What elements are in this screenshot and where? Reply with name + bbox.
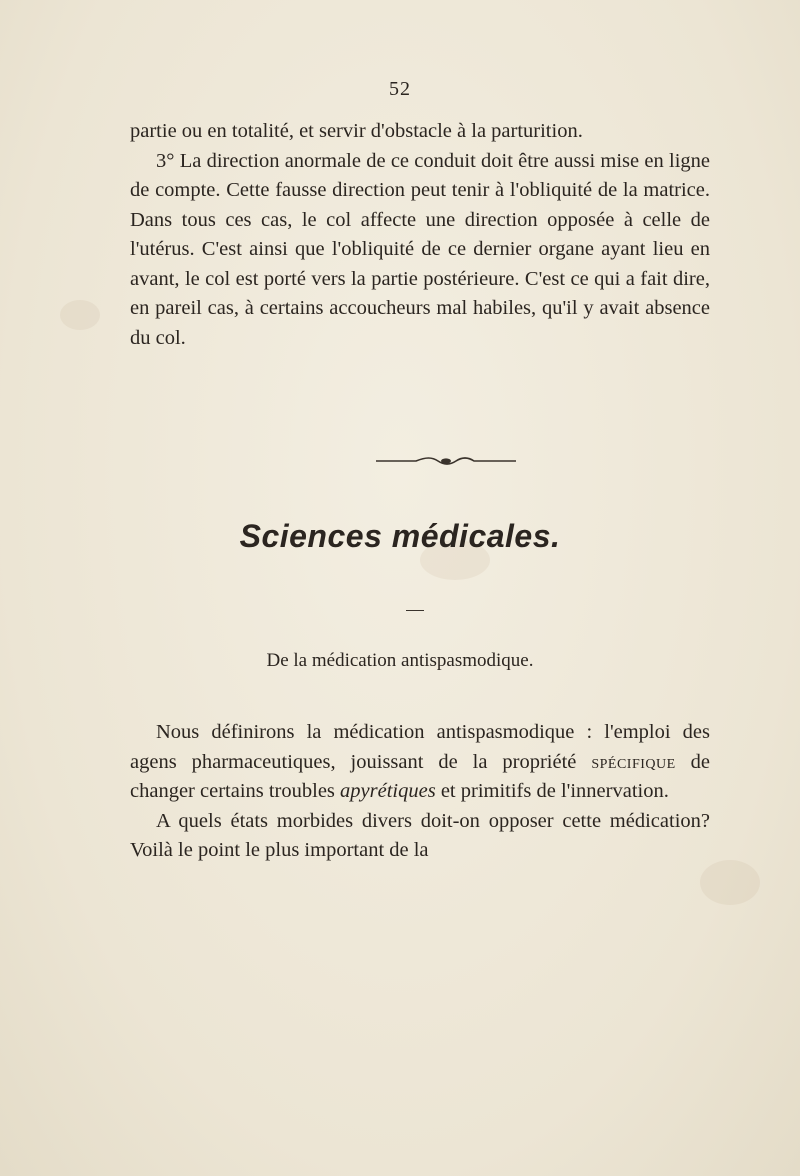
ornament-rule (376, 455, 516, 467)
paper-stain (700, 860, 760, 905)
text-column-top (130, 117, 710, 353)
short-divider (406, 610, 424, 611)
paper-stain (60, 300, 100, 330)
definition-text-a: Nous définirons la médication antispasmodique : l'emploi des agens pharmaceutiques, jouissant de la propriété (130, 721, 710, 773)
paragraph-question: A quels états morbides divers doit-on opposer cette médication? Voilà le point le plus important de la (130, 809, 710, 861)
paragraph-continuation: partie ou en totalité, et servir d'obstacle à la parturition. (130, 120, 583, 142)
paragraph-direction: 3° La direction anormale de ce conduit doit être aussi mise en ligne de compte. Cette fausse direction peut tenir à l'obliquité de la matrice. Dans tous ces cas, le col affecte une direction opposée à celle de l'utérus. C'est ainsi que l'obliquité de ce dernier organe ayant lieu en avant, le col est porté vers la partie postérieure. C'est ce qui a fait dire, en pareil cas, à certains accoucheurs mal habiles, qu'il y avait absence du col. (130, 149, 710, 349)
definition-text-b: de changer certains troubles (130, 750, 710, 802)
text-column-bottom (130, 718, 710, 866)
emphasis-apyretiques: apyrétiques (340, 780, 436, 802)
paragraph-definition (130, 718, 710, 807)
article-subtitle: De la médication antispasmodique. (266, 650, 534, 671)
emphasis-specifique: spécifique (591, 750, 676, 773)
page-number: 52 (389, 78, 411, 100)
section-title: Sciences médicales. (239, 518, 561, 554)
definition-text-c: et primitifs de l'innervation. (440, 780, 669, 802)
